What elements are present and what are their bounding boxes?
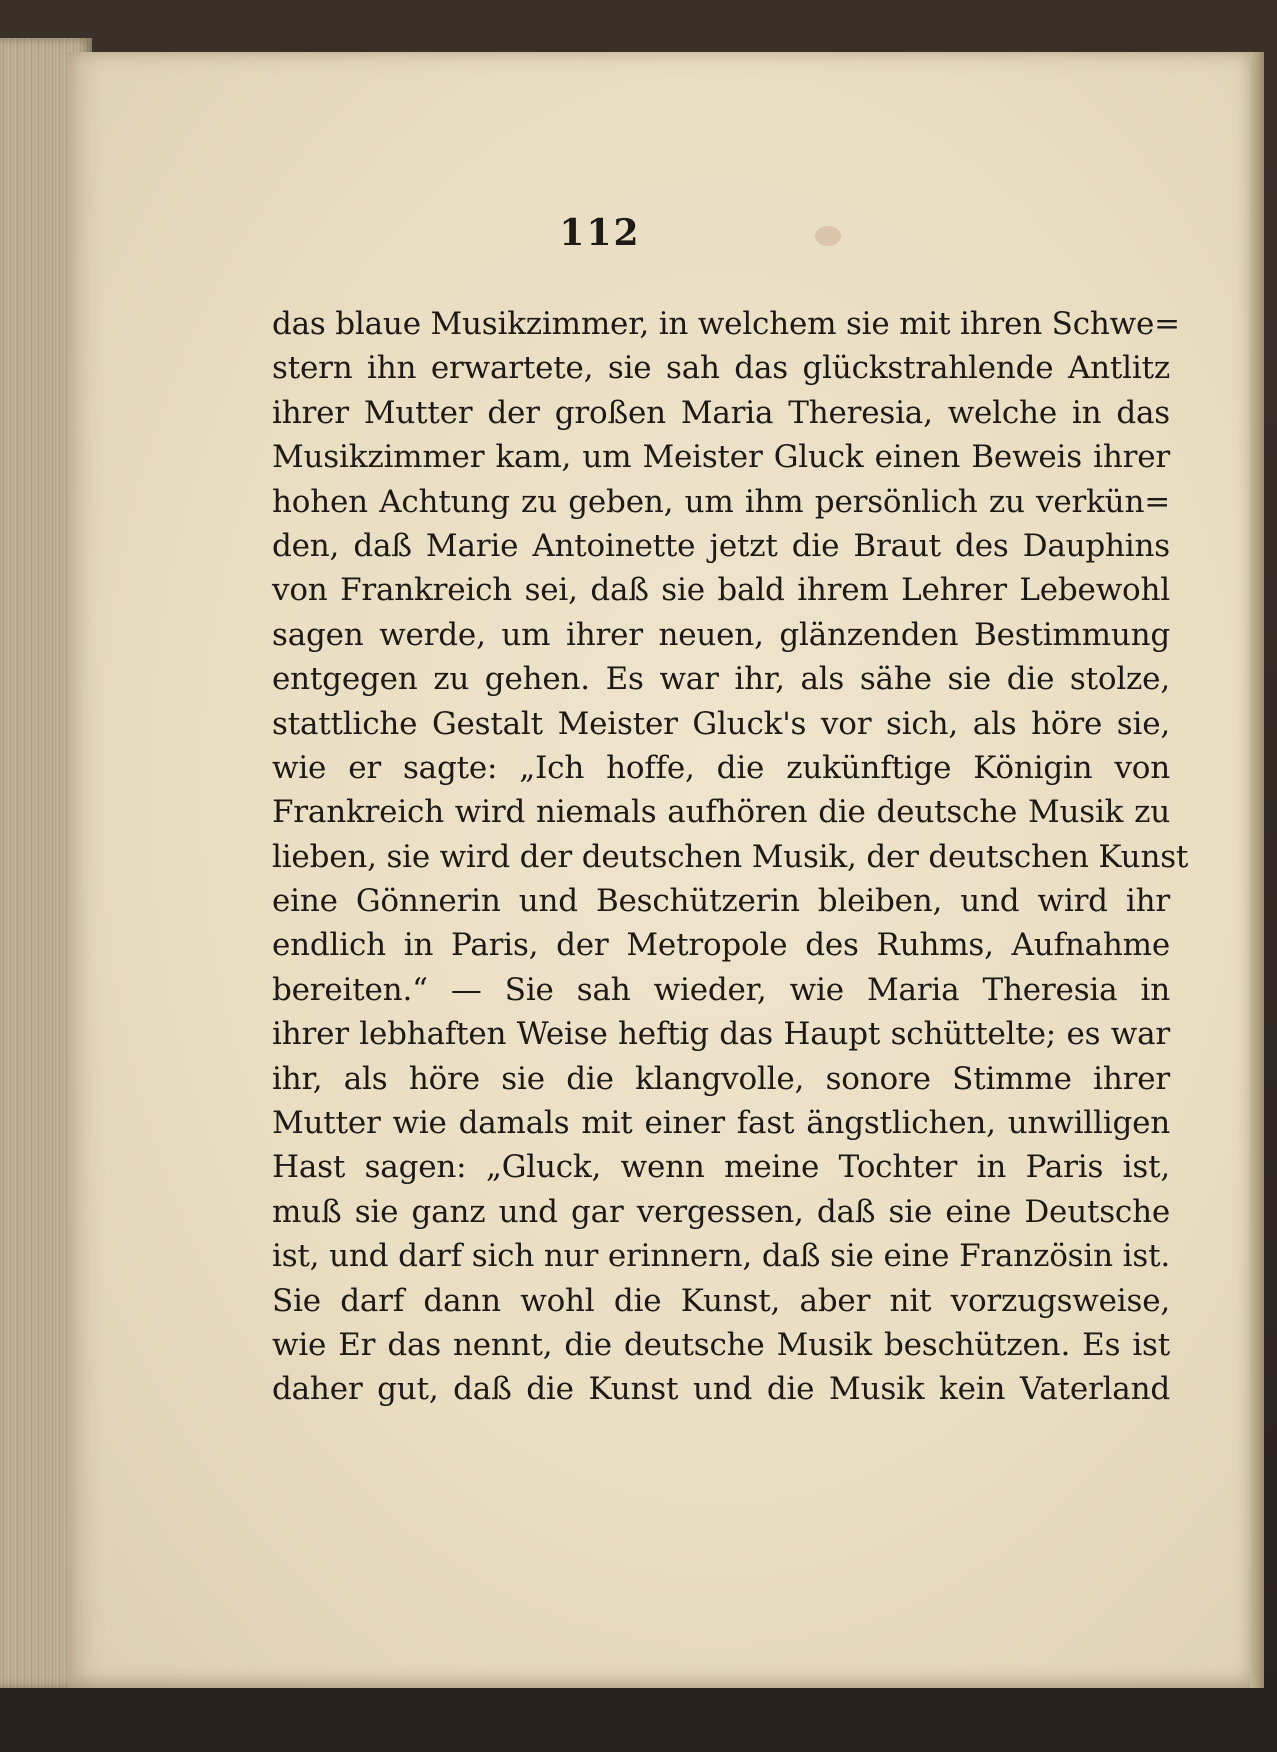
page-right-edge [1250,52,1264,1688]
text-line: muß sie ganz und gar vergessen, daß sie eine Deutsche [272,1193,1170,1230]
text-line: stattliche Gestalt Meister Gluck's vor sich, als höre sie, [272,705,1170,742]
text-line: ist, und darf sich nur erinnern, daß sie eine Französin ist. [272,1238,1170,1275]
text-line: Frankreich wird niemals aufhören die deutsche Musik zu [272,794,1170,831]
text-line: ihr, als höre sie die klangvolle, sonore Stimme ihrer [272,1060,1170,1097]
body-text [272,302,1189,1412]
text-line: ihrer Mutter der großen Maria Theresia, welche in das [272,394,1170,431]
text-line: bereiten.“ — Sie sah wieder, wie Maria Theresia in [272,971,1170,1008]
text-line: den, daß Marie Antoinette jetzt die Braut des Dauphins [272,527,1170,564]
text-line: lieben, sie wird der deutschen Musik, der deutschen Kunst [272,838,1189,875]
text-line: hohen Achtung zu geben, um ihm persönlich zu verkün= [272,483,1170,520]
text-line: sagen werde, um ihrer neuen, glänzenden Bestimmung [272,616,1170,653]
text-line: ihrer lebhaften Weise heftig das Haupt schüttelte; es war [272,1016,1170,1053]
text-line: wie Er das nennt, die deutsche Musik beschützen. Es ist [272,1326,1170,1363]
text-line: Sie darf dann wohl die Kunst, aber nit vorzugsweise, [272,1282,1170,1319]
text-line: daher gut, daß die Kunst und die Musik kein Vaterland [272,1371,1170,1408]
text-line: entgegen zu gehen. Es war ihr, als sähe sie die stolze, [272,661,1170,698]
text-line: wie er sagte: „Ich hoffe, die zukünftige Königin von [272,749,1170,786]
text-line: von Frankreich sei, daß sie bald ihrem Lehrer Lebewohl [272,572,1170,609]
text-line: eine Gönnerin und Beschützerin bleiben, und wird ihr [272,883,1170,920]
text-line: Musikzimmer kam, um Meister Gluck einen Beweis ihrer [272,439,1170,476]
text-line: Hast sagen: „Gluck, wenn meine Tochter in Paris ist, [272,1149,1170,1186]
text-line: das blaue Musikzimmer, in welchem sie mit ihren Schwe= [272,306,1180,342]
text-line: stern ihn erwartete, sie sah das glückstrahlende Antlitz [272,350,1170,387]
paper-stain [815,226,841,246]
text-line: Mutter wie damals mit einer fast ängstlichen, unwilligen [272,1105,1170,1142]
text-line: endlich in Paris, der Metropole des Ruhms, Aufnahme [272,927,1170,964]
page-number: 112 [559,212,641,254]
